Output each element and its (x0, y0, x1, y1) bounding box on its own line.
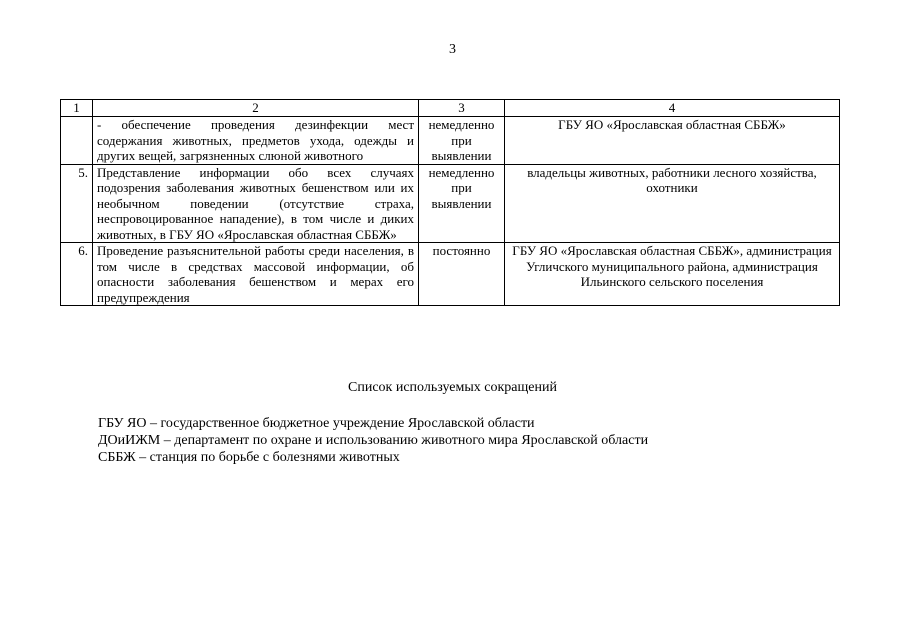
table-row (61, 243, 840, 306)
row-number: 5. (61, 164, 93, 243)
measure-description: - обеспечение проведения дезинфекции мест содержания животных, предметов ухода, одежды и других вещей, загрязненных слюной животного (93, 117, 419, 165)
row-number: 6. (61, 243, 93, 306)
table-row (61, 164, 840, 243)
abbreviation-item: ГБУ ЯО – государственное бюджетное учреждение Ярославской области (98, 416, 535, 431)
abbreviation-item: СББЖ – станция по борьбе с болезнями животных (98, 450, 400, 465)
measure-responsible: ГБУ ЯО «Ярославская областная СББЖ», администрация Угличского муниципального района, администрация Ильинского сельского поселения (505, 243, 840, 306)
measure-description: Проведение разъяснительной работы среди населения, в том числе в средствах массовой информации, об опасности заболевания бешенством и мерах его предупреждения (93, 243, 419, 306)
abbreviations-title: Список используемых сокращений (348, 380, 557, 395)
table-header-row (61, 100, 840, 117)
table-header-cell: 3 (419, 100, 505, 117)
measure-term: постоянно (419, 243, 505, 306)
measure-responsible: владельцы животных, работники лесного хозяйства, охотники (505, 164, 840, 243)
table-header-cell: 1 (61, 100, 93, 117)
measure-description: Представление информации обо всех случаях подозрения заболевания животных бешенством или их необычном поведении (отсутствие страха, неспровоцированное нападение), в том числе и диких животных, в ГБУ ЯО «Ярославская областная СББЖ» (93, 164, 419, 243)
abbreviation-item: ДОиИЖМ – департамент по охране и использованию животного мира Ярославской области (98, 433, 649, 448)
table-header-cell: 4 (505, 100, 840, 117)
measure-term: немедленно при выявлении (419, 164, 505, 243)
measure-responsible: ГБУ ЯО «Ярославская областная СББЖ» (505, 117, 840, 165)
abbreviations-list (98, 415, 838, 466)
table-row (61, 117, 840, 165)
table-header-cell: 2 (93, 100, 419, 117)
measures-table (60, 99, 840, 306)
measure-term: немедленно при выявлении (419, 117, 505, 165)
page-number: 3 (449, 42, 456, 57)
row-number (61, 117, 93, 165)
